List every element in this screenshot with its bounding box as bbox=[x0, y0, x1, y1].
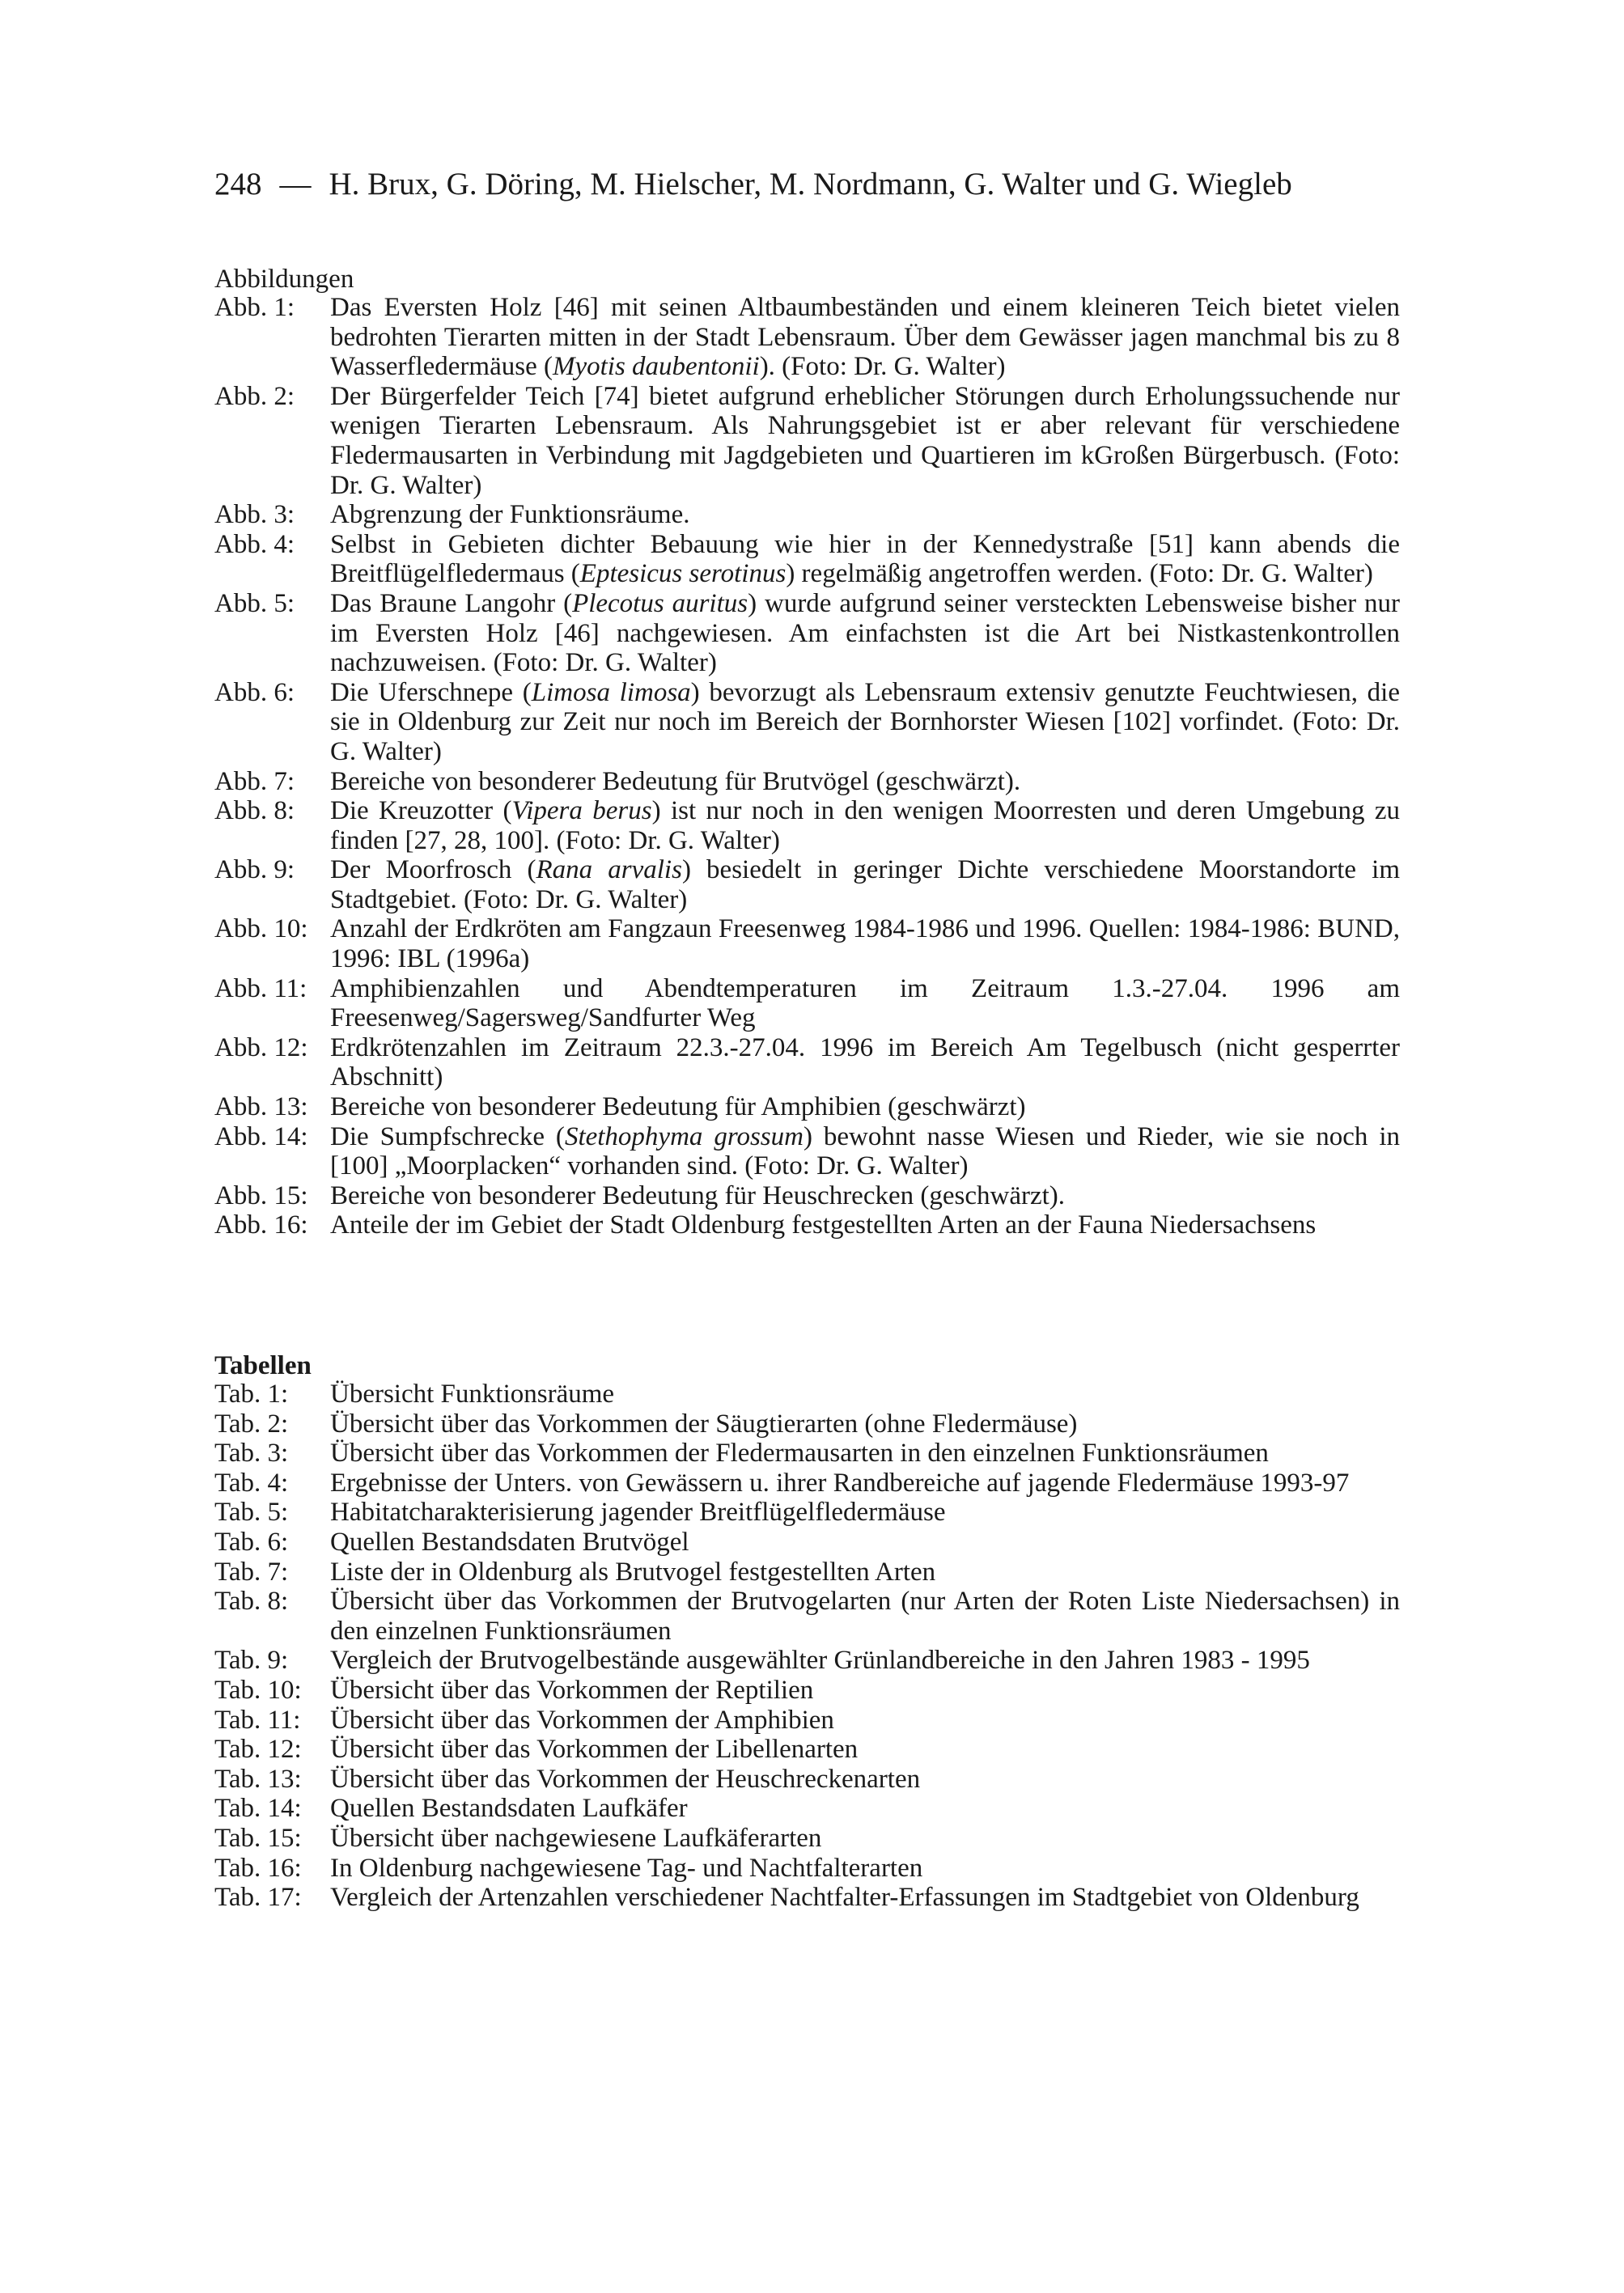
table-entry bbox=[214, 1558, 1400, 1587]
table-entry bbox=[214, 1824, 1400, 1854]
table-caption bbox=[330, 1380, 1400, 1409]
figure-label: Abb. 11: bbox=[214, 973, 307, 1003]
table-caption bbox=[330, 1765, 1400, 1795]
caption-text: Abgrenzung der Funktionsräume. bbox=[330, 500, 690, 530]
page-number: 248 bbox=[214, 167, 262, 201]
table-caption bbox=[330, 1528, 1400, 1558]
figure-caption bbox=[330, 293, 1400, 382]
species-name: Vipera berus bbox=[511, 796, 652, 826]
caption-text: Habitatcharakterisierung jagender Breitflügelfledermäuse bbox=[330, 1498, 946, 1528]
header-separator: — bbox=[279, 167, 312, 201]
table-caption bbox=[330, 1883, 1400, 1913]
species-name: Limosa limosa bbox=[531, 677, 691, 707]
table-label: Tab. 11: bbox=[214, 1705, 301, 1735]
caption-text: Erdkrötenzahlen im Zeitraum 22.3.-27.04. 1996 im Bereich Am Tegelbusch (nicht gesperrter Abschnitt) bbox=[330, 1032, 1400, 1092]
table-entry bbox=[214, 1883, 1400, 1913]
table-entry bbox=[214, 1380, 1400, 1409]
table-caption bbox=[330, 1706, 1400, 1736]
table-label: Tab. 1: bbox=[214, 1380, 289, 1409]
table-caption bbox=[330, 1676, 1400, 1706]
figure-caption bbox=[330, 500, 1400, 530]
figure-caption bbox=[330, 1181, 1400, 1211]
caption-text: Übersicht Funktionsräume bbox=[330, 1380, 615, 1409]
figure-entry bbox=[214, 500, 1400, 530]
table-label: Tab. 14: bbox=[214, 1794, 302, 1824]
caption-text: ) besiedelt in geringer Dichte verschiedene Moorstandorte im Stadtgebiet. (Foto: Dr. G. Walter) bbox=[330, 855, 1400, 914]
figure-list bbox=[214, 293, 1400, 1240]
figure-caption bbox=[330, 678, 1400, 767]
caption-text: ) ist nur noch in den wenigen Moorresten und deren Umgebung zu finden [27, 28, 100]. (Foto: Dr. G. Walter) bbox=[330, 796, 1400, 855]
figure-caption bbox=[330, 1092, 1400, 1122]
table-caption bbox=[330, 1498, 1400, 1528]
caption-text: Übersicht über das Vorkommen der Libellenarten bbox=[330, 1735, 859, 1765]
table-label: Tab. 17: bbox=[214, 1883, 302, 1913]
table-entry bbox=[214, 1528, 1400, 1558]
figure-label: Abb. 6: bbox=[214, 677, 295, 707]
figure-entry bbox=[214, 855, 1400, 914]
species-name: Eptesicus serotinus bbox=[579, 559, 787, 589]
caption-text: Bereiche von besonderer Bedeutung für Amphibien (geschwärzt) bbox=[330, 1092, 1026, 1122]
figure-label: Abb. 4: bbox=[214, 529, 295, 559]
table-caption bbox=[330, 1824, 1400, 1854]
table-label: Tab. 16: bbox=[214, 1853, 302, 1883]
caption-text: Übersicht über das Vorkommen der Heuschreckenarten bbox=[330, 1764, 921, 1794]
table-caption bbox=[330, 1646, 1400, 1676]
table-label: Tab. 13: bbox=[214, 1764, 302, 1794]
caption-text: Übersicht über nachgewiesene Laufkäferarten bbox=[330, 1823, 822, 1853]
table-entry bbox=[214, 1409, 1400, 1439]
caption-text: Amphibienzahlen und Abendtemperaturen im Zeitraum 1.3.-27.04. 1996 am Freesenweg/Sagersweg/Sandfurter Weg bbox=[330, 973, 1400, 1033]
caption-text: In Oldenburg nachgewiesene Tag- und Nachtfalterarten bbox=[330, 1853, 923, 1883]
figure-label: Abb. 5: bbox=[214, 588, 295, 618]
caption-text: Vergleich der Artenzahlen verschiedener Nachtfalter-Erfassungen im Stadtgebiet von Oldenburg bbox=[330, 1883, 1359, 1913]
species-name: Stethophyma grossum bbox=[564, 1121, 804, 1151]
figure-caption bbox=[330, 767, 1400, 797]
figure-caption bbox=[330, 589, 1400, 678]
table-caption bbox=[330, 1469, 1400, 1498]
table-caption bbox=[330, 1409, 1400, 1439]
table-label: Tab. 8: bbox=[214, 1587, 289, 1617]
figure-caption bbox=[330, 796, 1400, 855]
table-entry bbox=[214, 1439, 1400, 1469]
figure-label: Abb. 12: bbox=[214, 1032, 308, 1062]
caption-text: Bereiche von besonderer Bedeutung für Heuschrecken (geschwärzt). bbox=[330, 1180, 1066, 1210]
caption-text: Übersicht über das Vorkommen der Fledermausarten in den einzelnen Funktionsräumen bbox=[330, 1439, 1269, 1469]
caption-text: Die Uferschnepe ( bbox=[330, 677, 532, 707]
figure-label: Abb. 1: bbox=[214, 293, 295, 322]
table-label: Tab. 4: bbox=[214, 1468, 289, 1498]
table-entry bbox=[214, 1735, 1400, 1765]
species-name: Rana arvalis bbox=[536, 855, 682, 885]
figure-label: Abb. 8: bbox=[214, 796, 295, 826]
figure-caption bbox=[330, 1033, 1400, 1092]
page-header bbox=[214, 164, 1428, 205]
table-caption bbox=[330, 1794, 1400, 1824]
figure-label: Abb. 15: bbox=[214, 1180, 308, 1210]
caption-text: ). (Foto: Dr. G. Walter) bbox=[759, 352, 1006, 382]
table-label: Tab. 9: bbox=[214, 1646, 289, 1676]
species-name: Myotis daubentonii bbox=[552, 352, 760, 382]
figure-entry bbox=[214, 589, 1400, 678]
table-entry bbox=[214, 1498, 1400, 1528]
caption-text: Anzahl der Erdkröten am Fangzaun Freesenweg 1984-1986 und 1996. Quellen: 1984-1986: BUND, 1996: IBL (1996a) bbox=[330, 914, 1400, 974]
table-entry bbox=[214, 1706, 1400, 1736]
figure-caption bbox=[330, 914, 1400, 973]
figure-entry bbox=[214, 293, 1400, 382]
table-label: Tab. 7: bbox=[214, 1557, 289, 1587]
caption-text: Die Sumpfschrecke ( bbox=[330, 1121, 565, 1151]
caption-text: Liste der in Oldenburg als Brutvogel festgestellten Arten bbox=[330, 1557, 936, 1587]
caption-text: Übersicht über das Vorkommen der Säugtierarten (ohne Fledermäuse) bbox=[330, 1409, 1078, 1439]
caption-text: ) bewohnt nasse Wiesen und Rieder, wie sie noch in [100] „Moorplacken“ vorhanden sind. (Foto: Dr. G. Walter) bbox=[330, 1121, 1400, 1181]
table-label: Tab. 10: bbox=[214, 1675, 302, 1705]
figure-caption bbox=[330, 1122, 1400, 1181]
caption-text: Übersicht über das Vorkommen der Amphibien bbox=[330, 1705, 834, 1735]
caption-text: Ergebnisse der Unters. von Gewässern u. ihrer Randbereiche auf jagende Fledermäuse 1993-97 bbox=[330, 1468, 1350, 1498]
figure-label: Abb. 7: bbox=[214, 766, 295, 796]
table-label: Tab. 12: bbox=[214, 1735, 302, 1765]
figure-label: Abb. 14: bbox=[214, 1121, 308, 1151]
caption-text: Quellen Bestandsdaten Laufkäfer bbox=[330, 1794, 688, 1824]
figure-entry bbox=[214, 1122, 1400, 1181]
table-label: Tab. 15: bbox=[214, 1823, 302, 1853]
caption-text: Bereiche von besonderer Bedeutung für Brutvögel (geschwärzt). bbox=[330, 766, 1021, 796]
figure-entry bbox=[214, 1210, 1400, 1240]
figure-label: Abb. 3: bbox=[214, 500, 295, 530]
table-entry bbox=[214, 1587, 1400, 1646]
figure-caption bbox=[330, 530, 1400, 589]
caption-text: Übersicht über das Vorkommen der Brutvogelarten (nur Arten der Roten Liste Niedersachsen) in den einzelnen Funktionsräumen bbox=[330, 1587, 1400, 1646]
figure-entry bbox=[214, 767, 1400, 797]
species-name: Plecotus auritus bbox=[572, 588, 748, 618]
header-authors: H. Brux, G. Döring, M. Hielscher, M. Nordmann, G. Walter und G. Wiegleb bbox=[329, 167, 1292, 201]
figure-entry bbox=[214, 974, 1400, 1033]
caption-text: Das Braune Langohr ( bbox=[330, 588, 573, 618]
figure-label: Abb. 9: bbox=[214, 855, 295, 885]
figure-label: Abb. 13: bbox=[214, 1092, 308, 1122]
figure-entry bbox=[214, 796, 1400, 855]
caption-text: ) bevorzugt als Lebensraum extensiv genutzte Feuchtwiesen, die sie in Oldenburg zur Zeit nur noch im Bereich der Bornhorster Wiesen [102] vorfindet. (Foto: Dr. G. Walter) bbox=[330, 677, 1400, 766]
section-heading-tabellen: Tabellen bbox=[214, 1351, 312, 1380]
table-caption bbox=[330, 1735, 1400, 1765]
figure-entry bbox=[214, 1181, 1400, 1211]
figure-caption bbox=[330, 855, 1400, 914]
section-heading-abbildungen: Abbildungen bbox=[214, 265, 354, 294]
figure-label: Abb. 2: bbox=[214, 381, 295, 411]
caption-text: Der Bürgerfelder Teich [74] bietet aufgrund erheblicher Störungen durch Erholungssuchende nur wenigen Tierarten Lebensraum. Als Nahrungsgebiet ist er aber relevant für verschiedene Fledermausarten in Verbindung mit Jagdgebieten und Quartieren im kGroßen Bürgerbusch. (Foto: Dr. G. Walter) bbox=[330, 381, 1400, 500]
table-label: Tab. 3: bbox=[214, 1439, 289, 1469]
table-entry bbox=[214, 1765, 1400, 1795]
table-caption bbox=[330, 1587, 1400, 1646]
caption-text: Die Kreuzotter ( bbox=[330, 796, 512, 826]
table-entry bbox=[214, 1794, 1400, 1824]
caption-text: Selbst in Gebieten dichter Bebauung wie hier in der Kennedystraße [51] kann abends die Breitflügelfledermaus ( bbox=[330, 529, 1400, 589]
figure-entry bbox=[214, 1033, 1400, 1092]
table-entry bbox=[214, 1646, 1400, 1676]
figure-entry bbox=[214, 1092, 1400, 1122]
figure-label: Abb. 16: bbox=[214, 1210, 308, 1240]
table-label: Tab. 5: bbox=[214, 1498, 289, 1528]
figure-label: Abb. 10: bbox=[214, 914, 308, 944]
figure-entry bbox=[214, 678, 1400, 767]
caption-text: ) regelmäßig angetroffen werden. (Foto: Dr. G. Walter) bbox=[786, 559, 1373, 589]
table-entry bbox=[214, 1676, 1400, 1706]
table-caption bbox=[330, 1854, 1400, 1884]
table-caption bbox=[330, 1558, 1400, 1587]
caption-text: Der Moorfrosch ( bbox=[330, 855, 536, 885]
table-entry bbox=[214, 1469, 1400, 1498]
table-caption bbox=[330, 1439, 1400, 1469]
figure-caption bbox=[330, 974, 1400, 1033]
caption-text: Das Eversten Holz [46] mit seinen Altbaumbeständen und einem kleineren Teich bietet vielen bedrohten Tierarten mitten in der Stadt Lebensraum. Über dem Gewässer jagen manchmal bis zu 8 Wasserfledermäuse ( bbox=[330, 293, 1400, 382]
figure-entry bbox=[214, 530, 1400, 589]
table-entry bbox=[214, 1854, 1400, 1884]
figure-entry bbox=[214, 914, 1400, 973]
figure-caption bbox=[330, 1210, 1400, 1240]
caption-text: Vergleich der Brutvogelbestände ausgewählter Grünlandbereiche in den Jahren 1983 - 1995 bbox=[330, 1646, 1310, 1676]
table-label: Tab. 2: bbox=[214, 1409, 289, 1439]
caption-text: Übersicht über das Vorkommen der Reptilien bbox=[330, 1675, 814, 1705]
caption-text: ) wurde aufgrund seiner versteckten Lebensweise bisher nur im Eversten Holz [46] nachgewiesen. Am einfachsten ist die Art bei Nistkastenkontrollen nachzuweisen. (Foto: Dr. G. Walter) bbox=[330, 588, 1401, 678]
figure-entry bbox=[214, 382, 1400, 500]
figure-caption bbox=[330, 382, 1400, 500]
table-list bbox=[214, 1380, 1400, 1913]
caption-text: Anteile der im Gebiet der Stadt Oldenburg festgestellten Arten an der Fauna Niedersachsens bbox=[330, 1210, 1317, 1240]
table-label: Tab. 6: bbox=[214, 1527, 289, 1557]
caption-text: Quellen Bestandsdaten Brutvögel bbox=[330, 1527, 689, 1557]
